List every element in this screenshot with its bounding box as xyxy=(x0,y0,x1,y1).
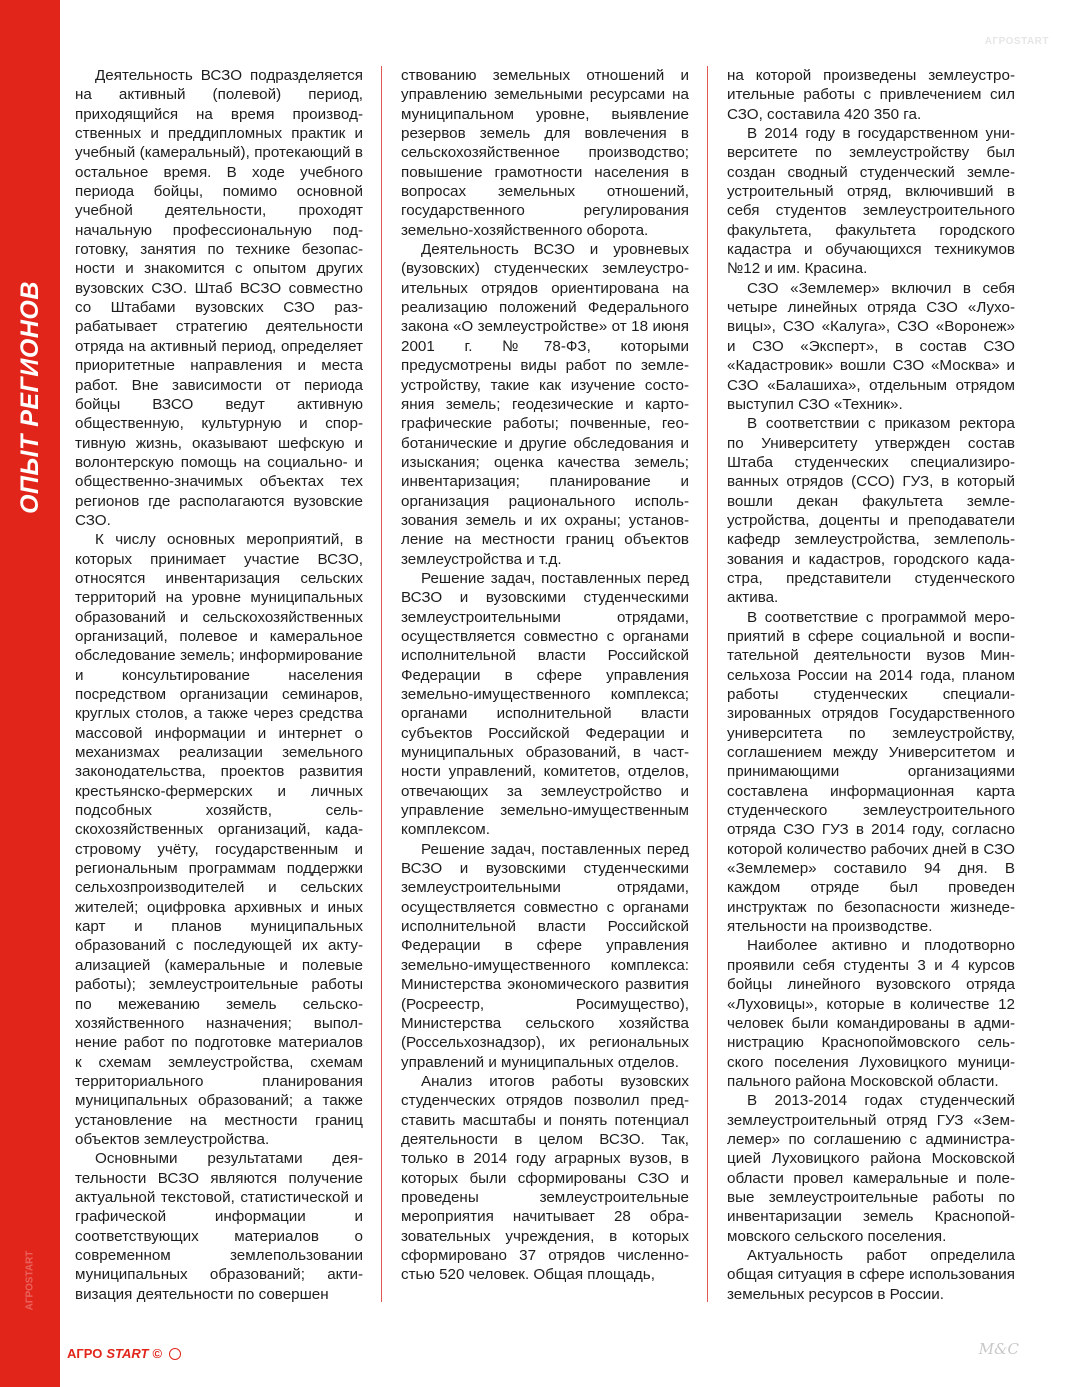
footer-logo xyxy=(67,1346,181,1361)
logo-agro-text: АГРО xyxy=(67,1346,103,1361)
side-watermark-text: АГРОSTART xyxy=(24,1250,36,1310)
paragraph: В соответствии с приказом ректора по Университету утвержден состав Штаба студенческих специализированных отрядов (ССО) ГУЗ, в который вошли декан факультета землеустройства, доценты и преподаватели кафедр землеустройства, землепользования и кадастров, городского кадастра, представители студенческого актива. xyxy=(727,415,1015,607)
logo-start-text: START xyxy=(106,1346,149,1361)
paragraph: Актуальность работ определила общая ситуация в сфере использования земельных ресурсов в России. xyxy=(727,1246,1015,1303)
section-title-text: ОПЫТ РЕГИОНОВ xyxy=(15,280,44,514)
paragraph: В соответствие с программой мероприятий в сфере социальной и воспитательной деятельности вузов Минсельхоза России на 2014 года, планом работы студенческих специализированных отрядов Государственного университета по землеустройству, соглашением между Университетом и принимающими организациями составлена информационная карта студенческого землеустроительного отряда СЗО ГУЗ в 2014 году, согласно которой количество рабочих дней в СЗО «Землемер» составило 94 дня. В каждом отряде был проведен инструктаж по безопасности жизнедеятельности на производстве. xyxy=(727,608,1015,936)
paragraph: К числу основных мероприятий, в которых принимает участие ВСЗО, относятся инвентаризация сельских территорий на уровне муниципальных образований и сельскохозяйственных организаций, полевое и камеральное обследование земель; информирование и консультирование населения посредством организации семинаров, круглых столов, а также через средства массовой информации и интернет о механизмах реализации земельного законодательства, проектов развития крестьянско-фермерских и личных подсобных хозяйств, сельскохозяйственных организаций, кадастровому учёту, государственным и региональным программам поддержки сельхозпроизводителей и сельских жителей; оцифровка архивных и иных карт и планов муниципальных образований с последующей их актуализацией (камеральные и полевые работы); землеустроительные работы по межеванию земель сельскохозяйственного назначения; выполнение работ по подготовке материалов к схемам землеустройства, схемам территориального планирования муниципальных образований; а также установление на местности границ объектов землеустройства. xyxy=(75,531,363,1148)
section-side-bar xyxy=(0,0,60,1387)
paragraph: В 2013-2014 годах студенческий землеустроительный отряд ГУЗ «Землемер» по соглашению с администрацией Луховицкого района Московской области провел камеральные и полевые землеустроительные работы по инвентаризации земель Краснопоймовского сельского поселения. xyxy=(727,1092,1015,1245)
side-watermark xyxy=(18,1230,42,1330)
paragraph: Решение задач, поставленных перед ВСЗО и вузовскими студенческими землеустроительными отрядами, осуществляется совместно с органами исполнительной власти Российской Федерации в сфере управления земельно-имущественного комплекса; органами исполнительной власти субъектов Российской Федерации и муниципальных образований, в частности управлений, комитетов, отделов, отвечающих за землеустройство и управление земельно-имущественным комплексом. xyxy=(401,569,689,839)
paragraph: Решение задач, поставленных перед ВСЗО и вузовскими студенческими землеустроительными отрядами, осуществляется совместно с органами исполнительной власти Российской Федерации в сфере управления земельно-имущественного комплекса: Министерства экономического развития (Росреестр, Росимущество), Министерства сельского хозяйства (Россельхознадзор), их региональных управлений и муниципальных отделов. xyxy=(401,840,689,1071)
paragraph: Анализ итогов работы вузовских студенческих отрядов позволил представить масштабы и понять потенциал деятельности в целом ВСЗО. Так, только в 2014 году аграрных вузов, в которых были сформированы СЗО и проведены землеустроительные мероприятия начитывает 28 образовательных учреждения, в которых сформировано 37 отрядов численностью 520 человек. Общая площадь, xyxy=(401,1072,689,1284)
circle-logo-icon xyxy=(169,1348,181,1360)
text-column-3 xyxy=(727,66,1015,1304)
copyright-icon: © xyxy=(152,1346,163,1361)
paragraph: СЗО «Землемер» включил в себя четыре линейных отряда СЗО «Луховицы», СЗО «Калуга», СЗО «Воронеж» и СЗО «Эксперт», в состав СЗО «Кадастровик» вошли СЗО «Москва» и СЗО «Балашиха», отдельным отрядом выступил СЗО «Техник». xyxy=(727,279,1015,413)
paragraph: Основными результатами деятельности ВСЗО являются получение актуальной текстовой, статистической и графической информации и соответствующих материалов о современном землепользовании муниципальных образований; активизация деятельности по совершен xyxy=(75,1150,363,1303)
paragraph: ствованию земельных отношений и управлению земельными ресурсами на муниципальном уровне, выявление резервов земель для вовлечения в сельскохозяйственное производство; повышение грамотности населения в вопросах земельных отношений, государственного регулирования земельно-хозяйственного оборота. xyxy=(401,67,689,239)
text-column-2 xyxy=(401,66,689,1285)
paragraph: Деятельность ВСЗО подразделяется на активный (полевой) период, приходящийся на время производственных и преддипломных практик и учебный (камеральный), протекающий в остальное время. В ходе учебного периода бойцы, помимо основной учебной деятельности, проходят начальную профессиональную подготовку, занятия по технике безопасности и знакомится с опытом других вузовских СЗО. Штаб ВСЗО совместно со Штабами вузовских СЗО разрабатывает стратегию деятельности отряда на активный период, определяет приоритетные направления и места работ. Вне зависимости от периода бойцы ВЗСО ведут активную общественную, культурную и спортивную жизнь, оказывают шефскую и волонтерскую помощь на социально- и общественно-значимых объектах тех регионов где располагаются вузовские СЗО. xyxy=(75,67,363,529)
text-column-1 xyxy=(75,66,363,1304)
column-divider xyxy=(381,66,382,1302)
column-divider xyxy=(707,66,708,1302)
section-title xyxy=(4,262,56,532)
paragraph: В 2014 году в государственном университете по землеустройству был создан сводный студенческий землеустроительный отряд, включивший в себя студентов землеустроительного факультета, факультета городского кадастра и обучающихся техникумов №12 и им. Красина. xyxy=(727,125,1015,278)
paragraph: Деятельность ВСЗО и уровневых (вузовских) студенческих землеустроительных отрядов ориентирована на реализацию положений Федерального закона «О землеустройстве» от 18 июня 2001 г. №78-ФЗ, которыми предусмотрены виды работ по землеустройству, такие как изучение состояния земель; геодезические и картографические работы; почвенные, геоботанические и другие обследования и изыскания; оценка качества земель; инвентаризация; планирование и организация рационального использования земель и их охраны; установление на местности границ объектов землеустройства и т.д. xyxy=(401,241,689,568)
paragraph: Наиболее активно и плодотворно проявили себя студенты 3 и 4 курсов бойцы линейного вузовского отряда «Луховицы», которые в количестве 12 человек были командированы в администрацию Краснопоймовского сельского поселения Луховицкого муниципального района Московской области. xyxy=(727,937,1015,1090)
monogram-icon: M&C xyxy=(978,1340,1019,1358)
paragraph: на которой произведены землеустроительные работы с привлечением сил СЗО, составила 420 350 га. xyxy=(727,67,1015,123)
top-watermark: АГРОSTART xyxy=(984,36,1049,47)
